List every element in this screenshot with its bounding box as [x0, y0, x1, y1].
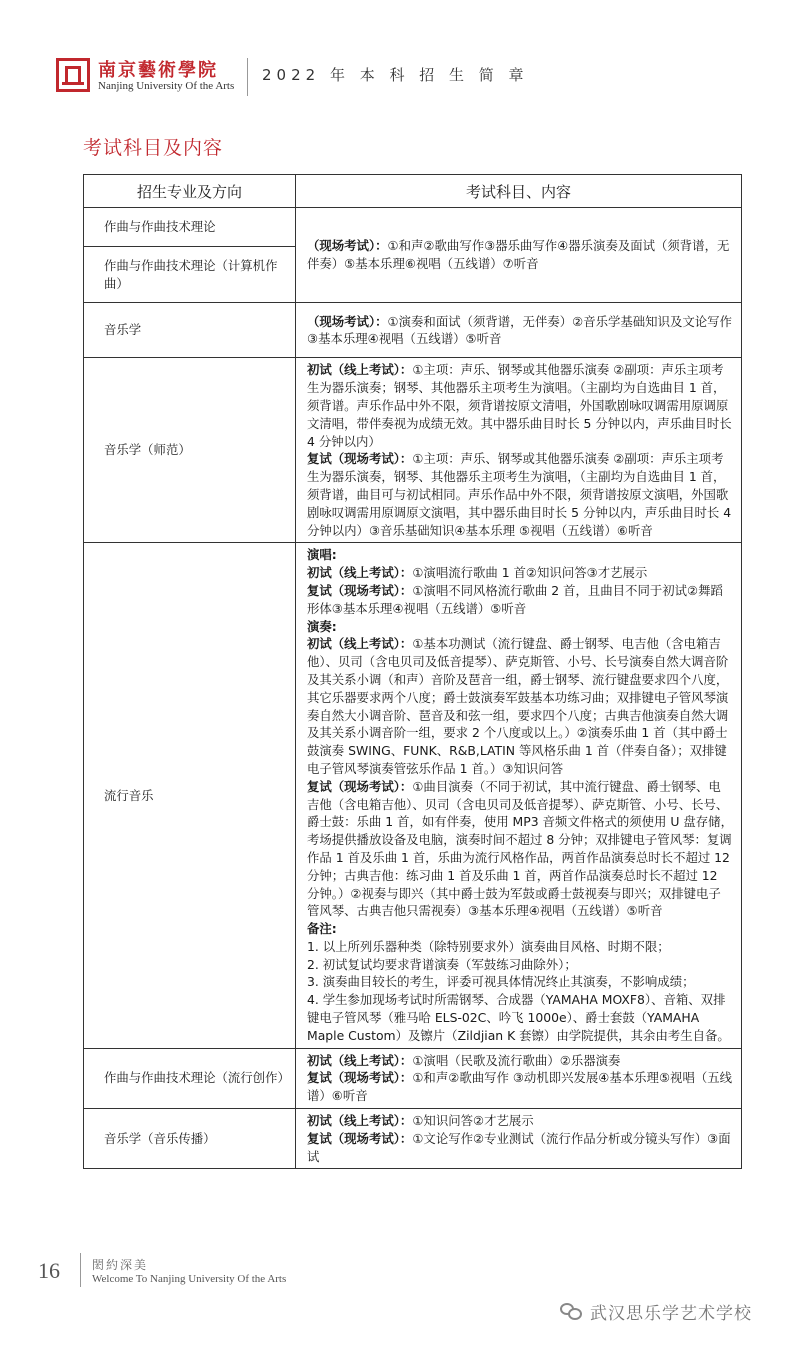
table-row [84, 1048, 742, 1108]
university-logo-icon [56, 58, 90, 92]
exam-text: ①和声②歌曲写作③器乐曲写作④器乐演奏及面试（须背谱，无伴奏）⑤基本乐理⑥视唱（五线谱）⑦听音 [307, 238, 730, 272]
major-cell-composition [84, 208, 296, 303]
column-header-content: 考试科目、内容 [296, 175, 742, 208]
prelim-text: ①知识问答②才艺展示 [412, 1113, 534, 1129]
table-row [84, 303, 742, 358]
play-heading: 演奏: [307, 618, 337, 634]
table-row [84, 1109, 742, 1169]
prelim-label: 初试（线上考试）： [307, 1052, 413, 1068]
prelim-block [307, 361, 733, 450]
final-label: 复试（现场考试）： [307, 778, 413, 794]
header-title: 2022 年 本 科 招 生 简 章 [262, 66, 529, 84]
prelim-block [307, 1112, 733, 1130]
note-item: 2. 初试复试均要求背谱演奏（军鼓练习曲除外）； [307, 956, 577, 972]
major-pop-composition: 作曲与作曲技术理论（流行创作） [84, 1048, 296, 1108]
footer-slogan-en: Welcome To Nanjing University Of the Arts [92, 1273, 287, 1285]
exam-table [83, 174, 742, 1169]
final-label: 复试（现场考试）： [307, 1130, 413, 1146]
final-text: ①主项：声乐、钢琴或其他器乐演奏 ②副项：声乐主项考生为器乐演奏，钢琴、其他器乐主项考生为演唱，（主副均为自选曲目 1 首，须背谱，曲目可与初试相同。声乐作品中外不限，须背谱按原文演唱，外国歌剧咏叹调需用原调原文演唱，其中器乐曲目时长 5 分钟以内，声乐曲目时长 4 分钟以内）③音乐基础知识④基本乐理 ⑤视唱（五线谱）⑥听音 [307, 451, 732, 538]
table-row [84, 208, 742, 303]
major-composition: 作曲与作曲技术理论 [104, 219, 216, 234]
prelim-label: 初试（线上考试）： [307, 565, 413, 581]
final-text: ①和声②歌曲写作 ③动机即兴发展④基本乐理⑤视唱（五线谱）⑥听音 [307, 1070, 733, 1104]
note-item: 3. 演奏曲目较长的考生，评委可视具体情况终止其演奏，不影响成绩； [307, 974, 695, 990]
table-row [84, 543, 742, 1048]
final-text: ①曲目演奏（不同于初试，其中流行键盘、爵士钢琴、电吉他（含电箱吉他）、贝司（含电贝司及低音提琴）、萨克斯管、小号、长号、爵士鼓：乐曲 1 首，如有伴奏，使用 MP3 音频文件格式的须使用 U 盘存储，考场提供播放设备及电脑，演奏时间不超过 8 分钟；双排键电子管风琴：复调作品 1 首及乐曲 1 首，乐曲为流行风格作品，两首作品演奏总时长不超过 12 分钟；古典吉他：练习曲 1 首及乐曲 1 首，两首作品演奏总时长不超过 12 分钟。）②视奏与即兴（其中爵士鼓为军鼓或爵士鼓视奏与即兴；双排键电子管风琴、古典吉他只需视奏）③基本乐理④视唱（五线谱）⑤听音 [307, 778, 733, 919]
watermark-text: 武汉思乐学艺术学校 [590, 1303, 752, 1324]
final-label: 复试（现场考试）： [307, 1070, 413, 1086]
exam-text: ①演奏和面试（须背谱，无伴奏）②音乐学基础知识及文论写作③基本乐理④视唱（五线谱）⑤听音 [307, 313, 732, 347]
exam-label: （现场考试）： [307, 313, 388, 329]
final-block [307, 450, 733, 539]
notes-heading: 备注: [307, 921, 337, 937]
major-communication: 音乐学（音乐传播） [84, 1109, 296, 1169]
note-item: 4. 学生参加现场考试时所需钢琴、合成器（YAMAHA MOXF8）、音箱、双排键电子管风琴（雅马哈 ELS-02C、吟飞 1000e）、爵士套鼓（YAMAHA Maple Custom）及镲片（Zildjian K 套镲）由学院提供，其余由考生自备。 [307, 992, 730, 1043]
section-title: 考试科目及内容 [83, 137, 224, 159]
footer-divider [80, 1253, 81, 1287]
singing-heading: 演唱: [307, 547, 337, 563]
prelim-text: ①主项：声乐、钢琴或其他器乐演奏 ②副项：声乐主项考生为器乐演奏；钢琴、其他器乐主项考生为演唱。（主副均为自选曲目 1 首，须背谱。声乐作品中外不限，须背谱按原文清唱，外国歌剧咏叹调需用原调原文清唱，带伴奏视为成绩无效。其中器乐曲目时长 5 分钟以内，声乐曲目时长 4 分钟以内） [307, 362, 732, 449]
final-text: ①演唱不同风格流行歌曲 2 首，且曲目不同于初试②舞蹈形体③基本乐理④视唱（五线谱）⑤听音 [307, 582, 723, 616]
prelim-label: 初试（线上考试）： [307, 362, 413, 378]
prelim-text: ①演唱（民歌及流行歌曲）②乐器演奏 [412, 1052, 621, 1068]
header-divider [247, 58, 248, 96]
final-text: ①文论写作②专业测试（流行作品分析或分镜头写作）③面试 [307, 1130, 731, 1164]
prelim-text: ①基本功测试（流行键盘、爵士钢琴、电吉他（含电箱吉他）、贝司（含电贝司及低音提琴）、萨克斯管、小号、长号演奏自然大调音阶及其关系小调（和声）音阶及琶音一组，爵士钢琴、流行键盘要求四个八度，其它乐器要求两个八度；爵士鼓演奏军鼓基本功练习曲；双排键电子管风琴演奏自然大小调音阶、琶音及和弦一组，要求四个八度；古典吉他演奏自然大调及其关系小调音阶一组，要求 2 个八度或以上。）②演奏乐曲 1 首（其中爵士鼓演奏 SWING、FUNK、R&B,LATIN 等风格乐曲 1 首（伴奏自备）；双排键电子管风琴演奏管弦乐作品 1 首。）③知识问答 [307, 636, 729, 776]
content-cell-normal [296, 358, 742, 543]
prelim-label: 初试（线上考试）： [307, 636, 413, 652]
table-row [84, 358, 742, 543]
major-musicology: 音乐学 [84, 303, 296, 358]
final-block [307, 1130, 733, 1166]
logo-english-name: Nanjing University Of the Arts [98, 80, 235, 92]
footer-slogan-cn: 閎約深美 [92, 1258, 149, 1272]
final-block [307, 1069, 733, 1105]
logo-chinese-name: 南京藝術學院 [98, 60, 218, 81]
note-item: 1. 以上所列乐器种类（除特别要求外）演奏曲目风格、时期不限； [307, 938, 670, 954]
wechat-icon [560, 1301, 584, 1321]
final-label: 复试（现场考试）： [307, 451, 413, 467]
final-label: 复试（现场考试）： [307, 582, 413, 598]
major-computer-composition: 作曲与作曲技术理论（计算机作曲） [84, 246, 295, 303]
play-final [307, 778, 733, 920]
page-number: 16 [38, 1258, 60, 1283]
content-cell-pop-composition [296, 1048, 742, 1108]
content-cell-musicology [296, 303, 742, 358]
table-header-row [84, 175, 742, 208]
singing-prelim [307, 564, 733, 582]
prelim-label: 初试（线上考试）： [307, 1113, 413, 1129]
content-cell-composition [296, 208, 742, 303]
content-cell-pop [296, 543, 742, 1048]
prelim-block [307, 1052, 733, 1070]
content-cell-communication [296, 1109, 742, 1169]
prelim-text: ①演唱流行歌曲 1 首②知识问答③才艺展示 [412, 565, 648, 581]
column-header-major: 招生专业及方向 [84, 175, 296, 208]
singing-final [307, 582, 733, 618]
page-header [0, 0, 800, 110]
major-pop: 流行音乐 [84, 543, 296, 1048]
watermark [560, 1298, 790, 1324]
exam-label: （现场考试）： [307, 238, 388, 254]
major-normal: 音乐学（师范） [84, 358, 296, 543]
play-prelim [307, 635, 733, 777]
